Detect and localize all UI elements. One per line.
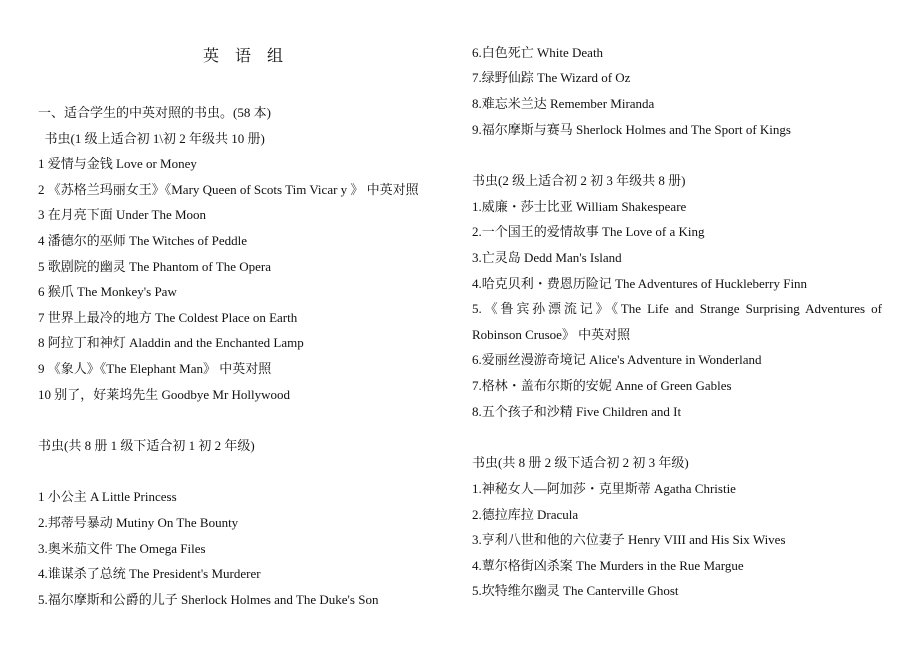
list-item: 8 阿拉丁和神灯 Aladdin and the Enchanted Lamp (38, 335, 304, 350)
list-item: 2.一个国王的爱情故事 The Love of a King (472, 224, 705, 239)
list-item: 5 歌剧院的幽灵 The Phantom of The Opera (38, 259, 271, 274)
list-item: 3.亡灵岛 Dedd Man's Island (472, 250, 622, 265)
list-item: 6.白色死亡 White Death (472, 45, 604, 60)
list-item: 3.奥米茄文件 The Omega Files (38, 541, 206, 556)
list-item: 2 《苏格兰玛丽女王》《Mary Queen of Scots Tim Vicar y 》 中英对照 (38, 182, 419, 197)
list-item: 4.蕈尔格街凶杀案 The Murders in the Rue Margue (472, 558, 744, 573)
list-item: 5.福尔摩斯和公爵的儿子 Sherlock Holmes and The Duke's Son (38, 592, 379, 607)
list-item: 2.邦蒂号暴动 Mutiny On The Bounty (38, 515, 239, 530)
list-item: 6.爱丽丝漫游奇境记 Alice's Adventure in Wonderland (472, 352, 762, 367)
list-item: 1 爱情与金钱 Love or Money (38, 156, 197, 171)
list-item-continuation: Robinson Crusoe》 中英对照 (472, 327, 631, 342)
section3-header: 书虫(2 级上适合初 2 初 3 年级共 8 册) (472, 173, 686, 188)
list-item: 3 在月亮下面 Under The Moon (38, 207, 207, 222)
list-item: 4.谁谋杀了总统 The President's Murderer (38, 566, 261, 581)
section1-header: 书虫(1 级上适合初 1\初 2 年级共 10 册) (38, 131, 265, 146)
section2-header: 书虫(共 8 册 1 级下适合初 1 初 2 年级) (38, 438, 255, 453)
list-item: 9 《象人》《The Elephant Man》 中英对照 (38, 361, 272, 376)
list-item: 10 别了，好莱坞先生 Goodbye Mr Hollywood (38, 387, 291, 402)
list-item: 1.威廉・莎士比亚 William Shakespeare (472, 199, 687, 214)
list-item: 8.难忘米兰达 Remember Miranda (472, 96, 655, 111)
list-item: 1.神秘女人—阿加莎・克里斯蒂 Agatha Christie (472, 481, 736, 496)
list-item: 7.格林・盖布尔斯的安妮 Anne of Green Gables (472, 378, 732, 393)
list-item: 6 猴爪 The Monkey's Paw (38, 284, 177, 299)
list-item: 1 小公主 A Little Princess (38, 489, 177, 504)
list-item: 7.绿野仙踪 The Wizard of Oz (472, 70, 631, 85)
list-item: 9.福尔摩斯与赛马 Sherlock Holmes and The Sport of Kings (472, 122, 791, 137)
list-item: 8.五个孩子和沙精 Five Children and It (472, 404, 682, 419)
page-title: 英 语 组 (203, 48, 290, 65)
list-item: 5.《鲁宾孙漂流记》《The Life and Strange Surprising Adventures of (472, 301, 882, 316)
list-item: 2.德拉库拉 Dracula (472, 507, 579, 522)
section-heading: 一、适合学生的中英对照的书虫。(58 本) (38, 105, 271, 120)
list-item: 3.亨利八世和他的六位妻子 Henry VIII and His Six Wives (472, 532, 786, 547)
list-item: 7 世界上最冷的地方 The Coldest Place on Earth (38, 310, 298, 325)
list-item: 5.坎特维尔幽灵 The Canterville Ghost (472, 583, 679, 598)
list-item: 4.哈克贝利・费恩历险记 The Adventures of Huckleberry Finn (472, 276, 808, 291)
list-item: 4 潘德尔的巫师 The Witches of Peddle (38, 233, 248, 248)
section4-header: 书虫(共 8 册 2 级下适合初 2 初 3 年级) (472, 455, 689, 470)
